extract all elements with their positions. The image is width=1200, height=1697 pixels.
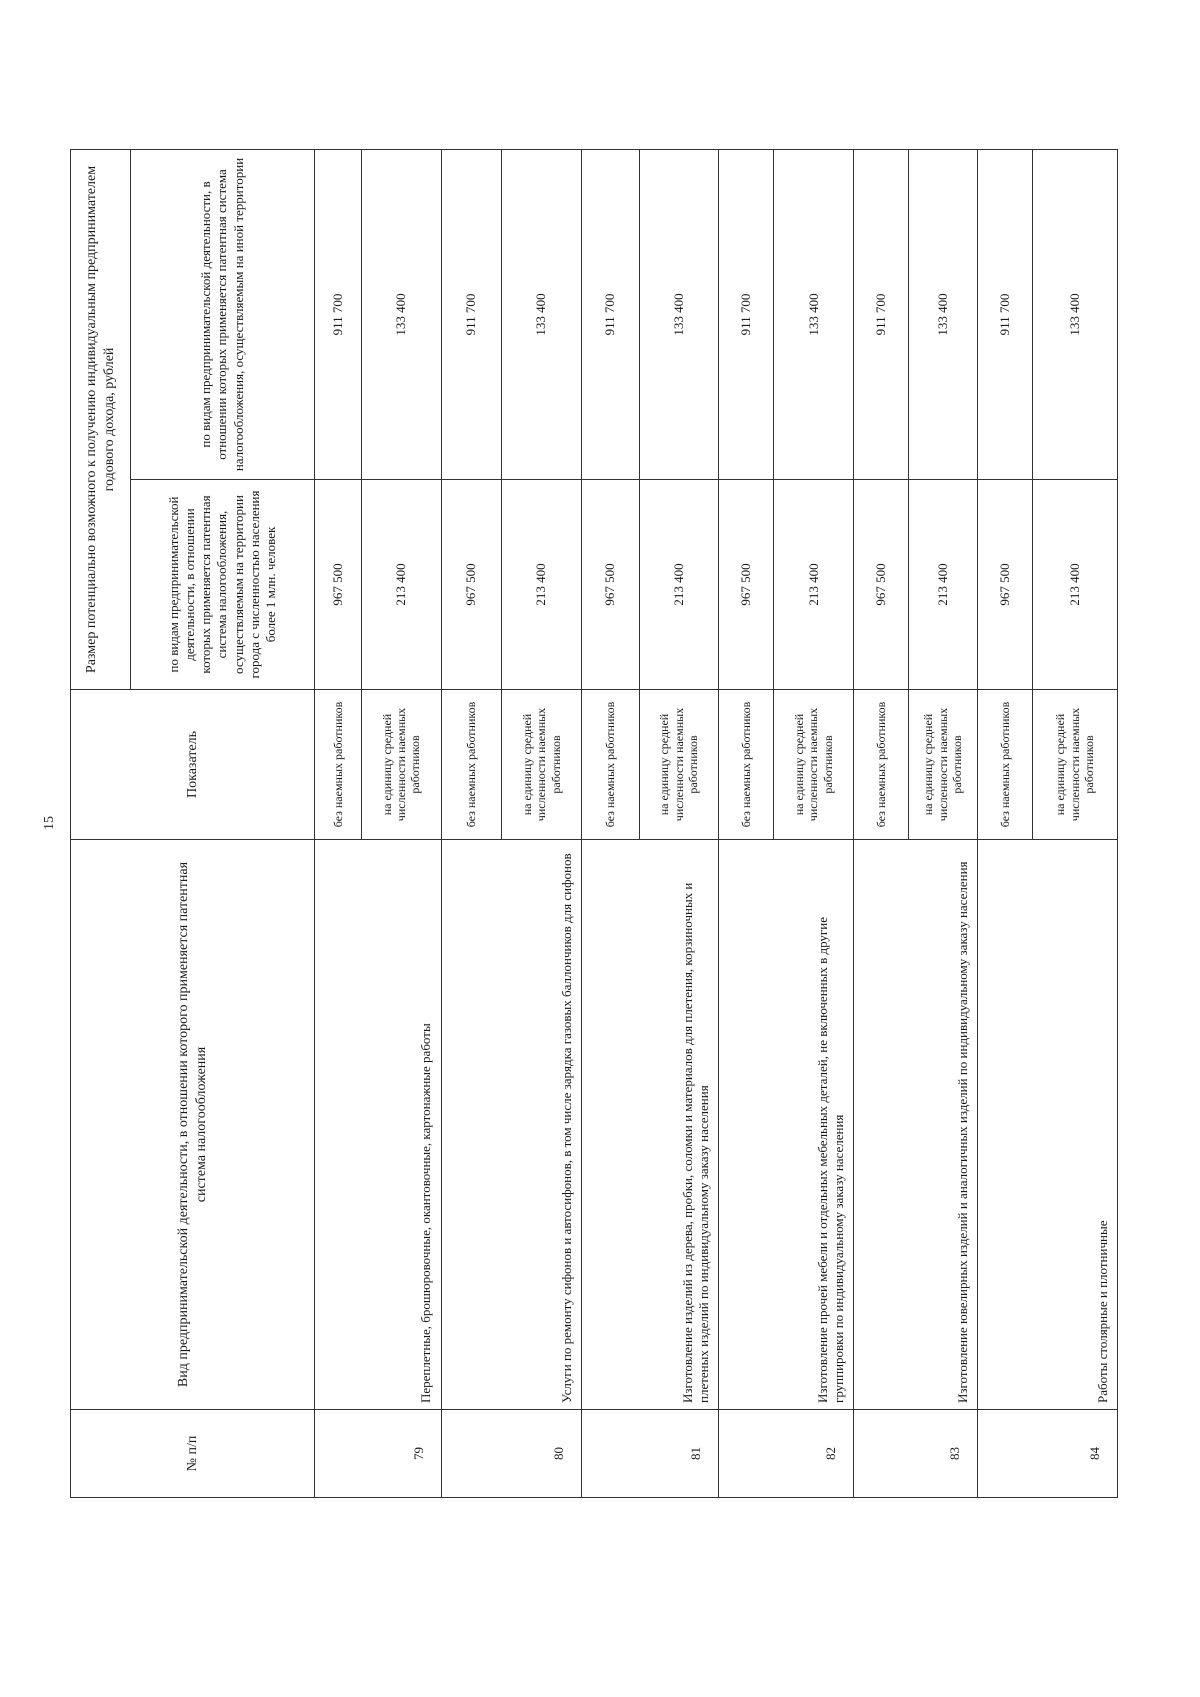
income-city-cell: 213 400	[361, 480, 441, 690]
indicator-cell: без наемных работников	[719, 690, 774, 840]
indicator-cell: на единицу средней численности наемных работников	[361, 690, 441, 840]
indicator-cell: без наемных работников	[977, 690, 1032, 840]
table-row	[315, 149, 362, 1497]
table-body	[315, 149, 1118, 1497]
indicator-cell: без наемных работников	[441, 690, 502, 840]
income-city-cell: 967 500	[581, 480, 639, 690]
income-city-cell: 213 400	[502, 480, 582, 690]
activity-name: Изготовление прочей мебели и отдельных мебельных деталей, не включенных в другие группировки по индивидуальному заказу населения	[719, 840, 854, 1410]
activity-name: Изготовление изделий из дерева, пробки, соломки и материалов для плетения, корзиночных и плетеных изделий по индивидуальному заказу населения	[581, 840, 719, 1410]
income-other-cell: 911 700	[977, 149, 1032, 479]
header-income-size: Размер потенциально возможного к получению индивидуальным предпринимателем годового дохода, рублей	[71, 149, 131, 689]
indicator-cell: на единицу средней численности наемных работников	[774, 690, 854, 840]
page-number: 15	[42, 816, 57, 830]
header-activity: Вид предпринимательской деятельности, в отношении которого применяется патентная система налогообложения	[71, 840, 315, 1410]
income-city-cell: 967 500	[977, 480, 1032, 690]
income-city-cell: 967 500	[854, 480, 909, 690]
table-row	[977, 149, 1032, 1497]
indicator-cell: без наемных работников	[581, 690, 639, 840]
income-other-cell: 133 400	[1032, 149, 1117, 479]
indicator-cell: без наемных работников	[854, 690, 909, 840]
income-city-cell: 213 400	[909, 480, 978, 690]
income-city-cell: 213 400	[639, 480, 719, 690]
rotated-page	[70, 150, 1118, 1498]
income-city-cell: 213 400	[1032, 480, 1117, 690]
income-other-cell: 133 400	[909, 149, 978, 479]
indicator-cell: на единицу средней численности наемных работников	[639, 690, 719, 840]
income-other-cell: 911 700	[854, 149, 909, 479]
income-other-cell: 133 400	[502, 149, 582, 479]
activity-name: Переплетные, брошюровочные, окантовочные, картонажные работы	[315, 840, 442, 1410]
income-other-cell: 133 400	[774, 149, 854, 479]
row-number: 79	[315, 1410, 442, 1498]
table-row	[854, 149, 909, 1497]
table-row	[441, 149, 502, 1497]
row-number: 83	[854, 1410, 978, 1498]
row-number: 80	[441, 1410, 581, 1498]
header-indicator: Показатель	[71, 690, 315, 840]
header-other: по видам предпринимательской деятельности, в отношении которых применяется патентная система налогообложения, осуществляемым на иной территории	[131, 149, 315, 479]
income-city-cell: 213 400	[774, 480, 854, 690]
table-row	[581, 149, 639, 1497]
row-number: 82	[719, 1410, 854, 1498]
activity-name: Изготовление ювелирных изделий и аналогичных изделий по индивидуальному заказу населения	[854, 840, 978, 1410]
income-other-cell: 911 700	[719, 149, 774, 479]
income-other-cell: 911 700	[441, 149, 502, 479]
indicator-cell: без наемных работников	[315, 690, 362, 840]
income-city-cell: 967 500	[719, 480, 774, 690]
income-other-cell: 133 400	[361, 149, 441, 479]
indicator-cell: на единицу средней численности наемных работников	[909, 690, 978, 840]
income-other-cell: 911 700	[581, 149, 639, 479]
header-num: № п/п	[71, 1410, 315, 1498]
activity-name: Услуги по ремонту сифонов и автосифонов, в том числе зарядка газовых баллончиков для сифонов	[441, 840, 581, 1410]
header-city: по видам предпринимательской деятельности, в отношении которых применяется патентная система налогообложения, осуществляемым на территории города с численностью населения более 1 млн. человек	[131, 480, 315, 690]
activity-name: Работы столярные и плотничные	[977, 840, 1117, 1410]
table-row	[719, 149, 774, 1497]
income-other-cell: 133 400	[639, 149, 719, 479]
row-number: 81	[581, 1410, 719, 1498]
income-city-cell: 967 500	[315, 480, 362, 690]
patent-income-table	[70, 149, 1118, 1498]
income-city-cell: 967 500	[441, 480, 502, 690]
indicator-cell: на единицу средней численности наемных работников	[502, 690, 582, 840]
indicator-cell: на единицу средней численности наемных работников	[1032, 690, 1117, 840]
income-other-cell: 911 700	[315, 149, 362, 479]
row-number: 84	[977, 1410, 1117, 1498]
